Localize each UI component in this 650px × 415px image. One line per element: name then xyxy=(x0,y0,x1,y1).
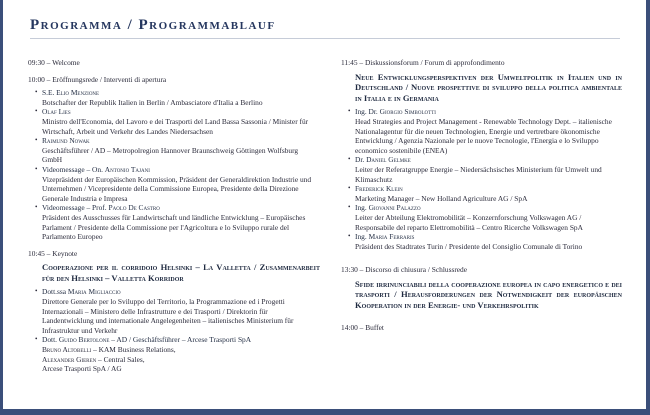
speaker-role: Vizepräsident der Europäischen Kommission, Präsident der Generaldirektion Industrie und Unternehmen / Vicepresidente della Commissione Europea, Presidente della Direzione Generale Industria e Impresa xyxy=(42,174,312,203)
speaker-name: Daniel Gelmke xyxy=(366,155,411,165)
speaker-role: Ministro dell'Economia, del Lavoro e dei Trasporti del Land Bassa Sassonia / Minister für Wirtschaft, Arbeit und Verkehr des Landes Niedersachsen xyxy=(42,116,309,136)
title-divider xyxy=(30,38,620,39)
speaker-name: Giovanni Palazzo xyxy=(368,203,421,213)
speaker-role: Leiter der Referatgruppe Energie – Niedersächsisches Ministerium für Umwelt und Klimaschutz xyxy=(355,164,602,184)
time-welcome: 09:30 – Welcome xyxy=(28,58,80,67)
speaker-item xyxy=(28,88,320,107)
left-column xyxy=(28,58,320,374)
extra-speaker xyxy=(28,345,320,355)
speaker-prefix: Dr. xyxy=(355,155,367,165)
keynote-heading: Cooperazione per il corridoio Helsinki – La Valletta / Zusammenarbeit für den Helsinki – Valletta Korridor xyxy=(42,262,320,283)
speaker-name: Raimund Nowak xyxy=(42,136,90,146)
speaker-role: Geschäftsführer / AD – Metropolregion Hannover Braunschweig Göttingen Wolfsburg GmbH xyxy=(42,145,299,165)
company-line: Arcese Trasporti SpA / AG xyxy=(42,364,122,374)
page-border-right xyxy=(646,0,650,415)
speaker-item xyxy=(28,136,320,165)
speaker-name: Maria Migliaccio xyxy=(67,287,121,297)
speaker-item xyxy=(341,107,622,155)
speaker-name: Alexander Gieren xyxy=(42,354,97,364)
time-closing: 13:30 – Discorso di chiusura / Schlussrede xyxy=(341,265,468,275)
speaker-role: – Central Sales, xyxy=(96,354,145,364)
speaker-prefix: Ing. Dr. xyxy=(355,107,380,117)
time-buffet: 14:00 – Buffet xyxy=(341,322,384,332)
speaker-role: Direttore Generale per lo Sviluppo del Territorio, la Programmazione ed i Progetti Internazionali – Ministero delle Infrastrutture e dei Trasporti / Direktorin für Landentwicklung und internationale Angelegenheiten – italienisches Ministerium für Infrastruktur und Verkehr xyxy=(42,297,294,335)
speaker-item xyxy=(341,155,622,184)
speaker-role: Leiter der Abteilung Elektromobilität – Konzernforschung Volkswagen AG / Responsabile del reparto Elettromobilità – Centro Ricerche Volkswagen SpA xyxy=(355,212,583,232)
speaker-prefix: Dott. xyxy=(42,335,59,345)
speaker-name: Frederick Klein xyxy=(355,184,403,194)
speaker-prefix: Dott.ssa xyxy=(42,287,68,297)
time-forum: 11:45 – Diskussionsforum / Forum di approfondimento xyxy=(341,58,505,67)
speaker-role: Präsident des Stadtrates Turin / Presidente del Consiglio Comunale di Torino xyxy=(355,241,583,251)
speaker-prefix: Ing. xyxy=(355,232,369,242)
speaker-name: Paolo De Castro xyxy=(108,203,160,213)
speaker-name: Guido Bertolone xyxy=(58,335,110,345)
forum-heading: Neue Entwicklungsperspektiven der Umweltpolitik in Italien und in Deutschland / Nuove prospettive di sviluppo della politica ambientale in Italia e in Germania xyxy=(355,71,622,103)
speaker-role: Präsident des Ausschusses für Landwirtschaft und ländliche Entwicklung – Europäisches Parlament / Presidente della Commissione per l'Agricoltura e lo Sviluppo rurale del Parlamento Europeo xyxy=(42,212,306,242)
time-keynote: 10:45 – Keynote xyxy=(28,248,78,258)
speaker-name: Bruno Altobelli xyxy=(42,345,92,355)
speaker-item xyxy=(28,165,320,203)
speaker-role: Marketing Manager – New Holland Agriculture AG / SpA xyxy=(355,193,528,203)
speaker-role: Head Strategies and Project Management - Renewable Technology Dept. – italienische Nationalagentur für die neuen Technologien, Energie und vertretbare ökonomische Entwicklung / Agenzia Nazionale per le nuove Tecnologie, l'Energia e lo Sviluppo economico sostenibile (ENEA) xyxy=(355,116,612,155)
speaker-prefix: Videomessage – Prof. xyxy=(42,203,109,213)
speaker-item xyxy=(341,203,622,232)
speaker-item xyxy=(28,107,320,136)
speaker-item xyxy=(341,232,622,251)
closing-heading: Sfide irrinunciabili della cooperazione europea in capo energetico e dei trasporti / Herausforderungen der Notwendigkeit der europäischen Kooperation in der Energie- und Verkehrspolitik xyxy=(355,278,622,311)
speaker-item xyxy=(341,184,622,203)
speaker-name: Antonio Tajani xyxy=(104,164,150,174)
speaker-item xyxy=(28,203,320,241)
speaker-prefix: Ing. xyxy=(355,203,369,213)
speaker-suffix: – AD / Geschäftsführer – Arcese Trasporti SpA xyxy=(109,335,252,345)
speaker-name: Maria Ferraris xyxy=(368,232,415,242)
time-opening: 10:00 – Eröffnungsrede / Interventi di apertura xyxy=(28,74,167,84)
speaker-name: Giorgio Simbolotti xyxy=(379,107,436,117)
speaker-role: – KAM Business Relations, xyxy=(91,345,176,355)
extra-speaker xyxy=(28,355,320,365)
speaker-prefix: Videomessage – On. xyxy=(42,164,105,174)
right-column xyxy=(341,58,622,336)
speaker-item xyxy=(28,287,320,335)
page-border-left xyxy=(0,0,3,415)
page-title: Programma / Programmablauf xyxy=(30,17,276,33)
speaker-role: Botschafter der Republik Italien in Berlin / Ambasciatore d'Italia a Berlino xyxy=(42,97,263,107)
speaker-name: S.E. Elio Menzione xyxy=(42,88,100,98)
page-border-bottom xyxy=(0,409,650,415)
speaker-name: Olaf Lies xyxy=(42,107,71,117)
speaker-item xyxy=(28,335,320,345)
